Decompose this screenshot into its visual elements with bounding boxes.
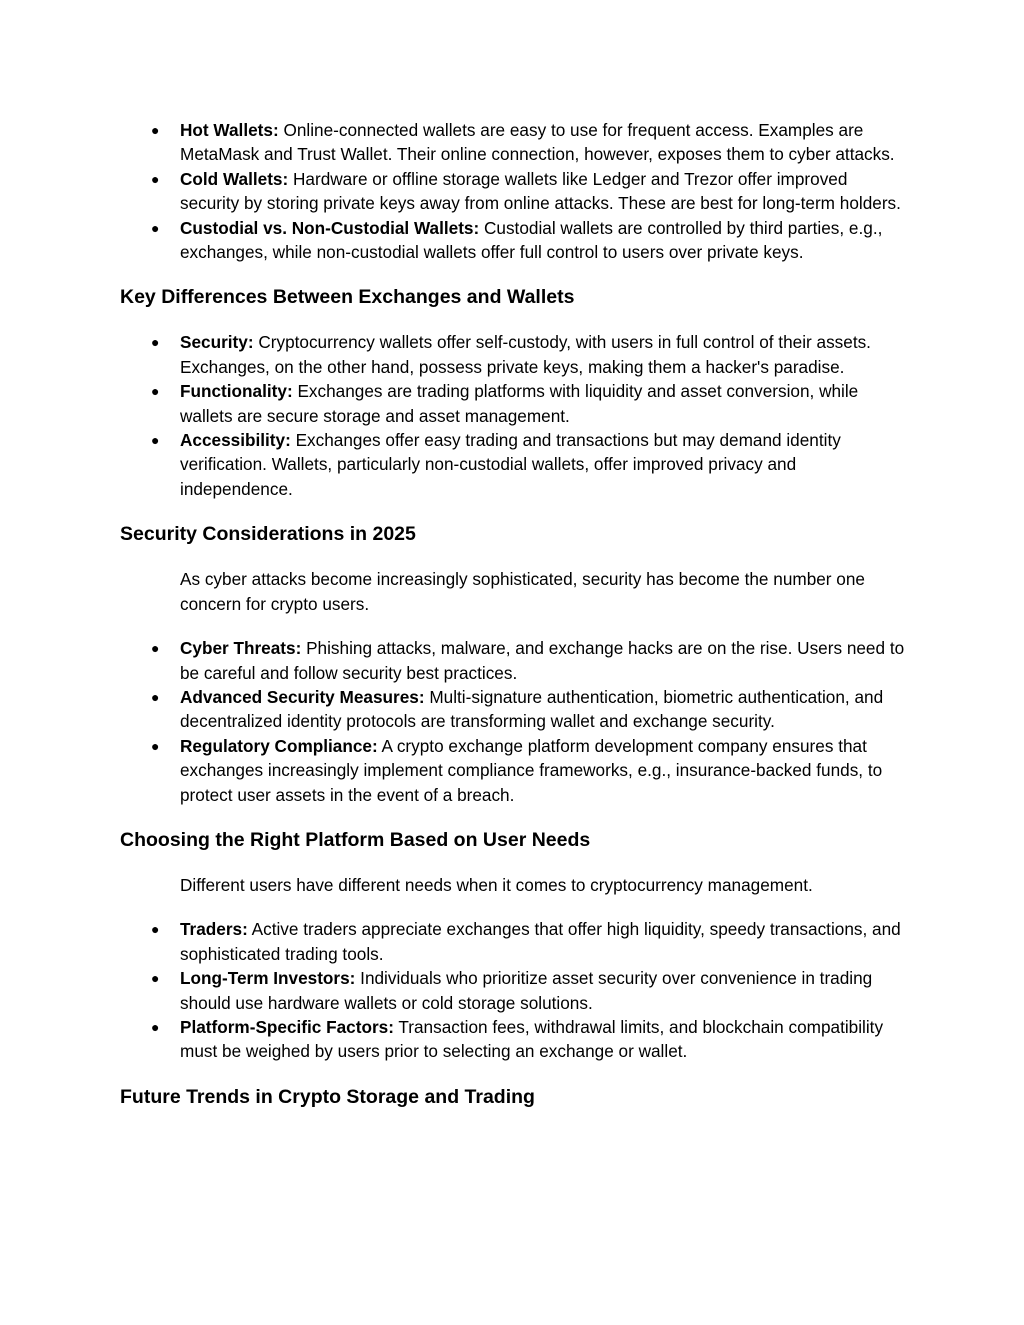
list-item-term: Cyber Threats: — [180, 638, 302, 659]
list-item — [151, 118, 910, 167]
list-item — [151, 636, 910, 685]
list-item-text: Exchanges are trading platforms with liquidity and asset conversion, while wallets are secure storage and asset management. — [180, 381, 859, 426]
list-item — [151, 1015, 910, 1064]
section-intro-security: As cyber attacks become increasingly sophisticated, security has become the number one concern for crypto users. — [180, 569, 865, 614]
list-item — [151, 167, 910, 216]
list-item-term: Long-Term Investors: — [180, 968, 356, 989]
section-heading-security: Security Considerations in 2025 — [120, 523, 416, 546]
document-body — [120, 118, 910, 1130]
list-item-term: Regulatory Compliance: — [180, 735, 378, 756]
list-item-term: Cold Wallets: — [180, 168, 289, 189]
list-item-text: Multi-signature authentication, biometric authentication, and decentralized identity protocols are transforming wallet and exchange security. — [180, 686, 884, 732]
list-item-text: Individuals who prioritize asset security over convenience in trading should use hardware wallets or cold storage solutions. — [180, 968, 873, 1013]
list-item-term: Functionality: — [180, 381, 293, 402]
list-item-text: A crypto exchange platform development company ensures that exchanges increasingly implement compliance frameworks, e.g., insurance-backed funds, to protect user assets in the event of a breach. — [180, 735, 883, 805]
choosing-list — [120, 917, 910, 1063]
list-item — [151, 428, 910, 501]
bullet-icon: ● — [151, 1018, 160, 1035]
list-item-term: Advanced Security Measures: — [180, 686, 425, 707]
list-item-term: Accessibility: — [180, 430, 291, 451]
bullet-icon: ● — [151, 383, 160, 400]
bullet-icon: ● — [151, 640, 160, 657]
list-item-text: Hardware or offline storage wallets like Ledger and Trezor offer improved security by storing private keys away from online attacks. These are best for long-term holders. — [180, 168, 901, 214]
list-item-term: Hot Wallets: — [180, 120, 279, 140]
section-heading-future: Future Trends in Crypto Storage and Trading — [120, 1085, 535, 1108]
differences-list — [120, 330, 910, 501]
list-item-text: Exchanges offer easy trading and transactions but may demand identity verification. Wallets, particularly non-custodial wallets, offer improved privacy and independence. — [180, 430, 841, 499]
list-item-term: Custodial vs. Non-Custodial Wallets: — [180, 217, 480, 238]
section-heading-differences: Key Differences Between Exchanges and Wallets — [120, 286, 575, 309]
list-item-term: Platform-Specific Factors: — [180, 1016, 394, 1037]
list-item — [151, 379, 910, 428]
list-item — [151, 917, 910, 966]
bullet-icon: ● — [151, 737, 160, 754]
security-list — [120, 636, 910, 807]
section-intro-choosing: Different users have different needs when it comes to cryptocurrency management. — [180, 874, 813, 895]
list-item-text: Online-connected wallets are easy to use for frequent access. Examples are MetaMask and Trust Wallet. Their online connection, however, exposes them to cyber attacks. — [180, 120, 895, 165]
list-item-text: Custodial wallets are controlled by third parties, e.g., exchanges, while non-custodial wallets offer full control to users over private keys. — [180, 217, 883, 263]
bullet-icon: ● — [151, 122, 160, 138]
list-item-text: Cryptocurrency wallets offer self-custody, with users in full control of their assets. Exchanges, on the other hand, possess private keys, making them a hacker's paradise. — [180, 332, 871, 377]
list-item — [151, 734, 910, 807]
bullet-icon: ● — [151, 688, 160, 705]
list-item-text: Transaction fees, withdrawal limits, and blockchain compatibility must be weighed by users prior to selecting an exchange or wallet. — [180, 1016, 884, 1062]
bullet-icon: ● — [151, 219, 160, 236]
list-item-text: Active traders appreciate exchanges that offer high liquidity, speedy transactions, and sophisticated trading tools. — [180, 919, 901, 964]
list-item-term: Traders: — [180, 919, 248, 940]
bullet-icon: ● — [151, 432, 160, 449]
bullet-icon: ● — [151, 970, 160, 987]
list-item — [151, 966, 910, 1015]
list-item-term: Security: — [180, 332, 254, 353]
bullet-icon: ● — [151, 334, 160, 351]
list-item — [151, 330, 910, 379]
list-item — [151, 216, 910, 265]
list-item-text: Phishing attacks, malware, and exchange hacks are on the rise. Users need to be careful and follow security best practices. — [180, 638, 905, 683]
bullet-icon: ● — [151, 170, 160, 187]
bullet-icon: ● — [151, 921, 160, 938]
section-heading-choosing: Choosing the Right Platform Based on User Needs — [120, 828, 591, 851]
list-item — [151, 685, 910, 734]
wallet-types-list — [120, 118, 910, 264]
